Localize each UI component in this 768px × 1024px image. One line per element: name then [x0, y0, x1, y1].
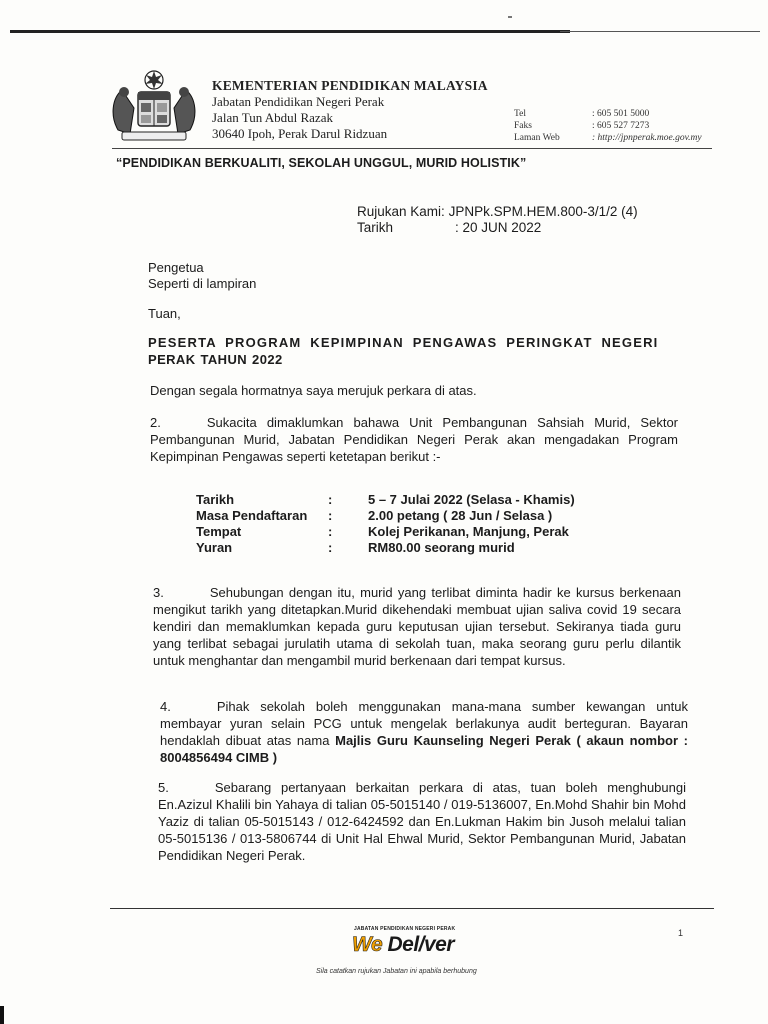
detail-row: [196, 492, 575, 508]
contact-fax: [514, 120, 702, 132]
payee-account: Majlis Guru Kaunseling Negeri Perak ( akaun nombor : 8004856494 CIMB ): [160, 733, 688, 765]
detail-colon: :: [328, 492, 333, 507]
salutation: Tuan,: [148, 306, 181, 321]
coat-of-arms-icon: [104, 68, 204, 148]
logo-we: We: [352, 933, 383, 956]
letterhead-address: [212, 78, 488, 142]
footer-note: Sila catatkan rujukan Jabatan ini apabila berhubung: [316, 968, 477, 975]
paragraph-text: Pihak sekolah boleh menggunakan mana-mana sumber kewangan untuk membayar yuran selain PCG untuk mengelak berlakunya audit berteguran. Bayaran hendaklah dibuat atas nama: [160, 699, 688, 748]
footer-rule: [110, 908, 714, 909]
paragraph-number: 3.: [153, 585, 164, 600]
contact-value: : 605 501 5000: [592, 109, 650, 119]
we-deliver-logo: [352, 933, 454, 957]
program-details: [196, 492, 575, 556]
recipient-title: Pengetua: [148, 260, 204, 275]
contact-value: : http://jpnperak.moe.gov.my: [592, 133, 702, 143]
detail-key: Tempat: [196, 524, 242, 539]
contact-label: Laman Web: [514, 133, 560, 143]
ministry-name: KEMENTERIAN PENDIDIKAN MALAYSIA: [212, 78, 488, 93]
contact-tel: [514, 108, 702, 120]
recipient-block: [148, 260, 256, 292]
paragraph-text: Sehubungan dengan itu, murid yang terlibat diminta hadir ke kursus berkenaan mengikut tarikh yang ditetapkan.Murid dikehendaki membuat ujian saliva covid 19 secara kendiri dan memaklumkan kepada guru keputusan ujian tersebut. Sekiranya tiada guru yang terlibat sebagai jurulatih utama di sekolah tuan, maka seorang guru perlu dilantik untuk menghantar dan mengambil murid berkenaan dari tempat kursus.: [153, 585, 681, 668]
paragraph-1: Dengan segala hormatnya saya merujuk perkara di atas.: [150, 383, 477, 398]
date-label: Tarikh: [357, 220, 394, 235]
recipient-note: Seperti di lampiran: [148, 276, 257, 291]
subject-line-1: PESERTA PROGRAM KEPIMPINAN PENGAWAS PERINGKAT NEGERI: [148, 335, 659, 350]
page-number: 1: [678, 928, 684, 938]
detail-key: Tarikh: [196, 492, 235, 507]
letterhead-contacts: [514, 108, 702, 144]
detail-row: [196, 524, 575, 540]
motto: “PENDIDIKAN BERKUALITI, SEKOLAH UNGGUL, MURID HOLISTIK”: [116, 156, 527, 170]
logo-caption: JABATAN PENDIDIKAN NEGERI PERAK: [354, 926, 456, 932]
paragraph-number: 5.: [158, 780, 169, 795]
subject-line-2: PERAK TAHUN 2022: [148, 352, 283, 367]
detail-value: 5 – 7 Julai 2022 (Selasa - Khamis): [368, 492, 575, 507]
detail-key: Masa Pendaftaran: [196, 508, 308, 523]
paragraph-3: [153, 584, 681, 669]
scan-speck: [508, 16, 512, 18]
paragraph-5: [158, 779, 686, 864]
paragraph-text: Sukacita dimaklumkan bahawa Unit Pembangunan Sahsiah Murid, Sektor Pembangunan Murid, Jabatan Pendidikan Negeri Perak akan mengadakan Program Kepimpinan Pengawas seperti ketetapan berikut :-: [150, 415, 678, 464]
detail-value: RM80.00 seorang murid: [368, 540, 515, 555]
paragraph-number: 4.: [160, 699, 171, 714]
paragraph-text: Sebarang pertanyaan berkaitan perkara di atas, tuan boleh menghubungi En.Azizul Khalili bin Yahaya di talian 05-5015140 / 019-5136007, En.Mohd Shahir bin Mohd Yaziz di talian 05-5015143 / 012-6424592 dan En.Lukman Hakim bin Jusoh melalui talian 05-5015136 / 013-5806744 di Unit Hal Ehwal Murid, Sektor Pembangunan Murid, Jabatan Pendidikan Negeri Perak.: [158, 780, 686, 863]
department-name: Jabatan Pendidikan Negeri Perak: [212, 94, 385, 109]
detail-value: Kolej Perikanan, Manjung, Perak: [368, 524, 569, 539]
paragraph-2: [150, 414, 678, 465]
contact-web: [514, 132, 702, 144]
logo-deliver: Del/ver: [387, 933, 455, 956]
paragraph-4: [160, 698, 688, 766]
paragraph-number: 2.: [150, 415, 161, 430]
detail-colon: :: [328, 524, 333, 539]
detail-row: [196, 508, 575, 524]
contact-label: Faks: [514, 121, 532, 131]
reference-label: Rujukan Kami:: [357, 204, 445, 219]
date-row: [357, 220, 638, 236]
detail-value: 2.00 petang ( 28 Jun / Selasa ): [368, 508, 553, 523]
reference-value: JPNPk.SPM.HEM.800-3/1/2 (4): [448, 204, 638, 219]
reference-row: [357, 204, 638, 220]
detail-colon: :: [328, 508, 333, 523]
reference-block: [357, 204, 638, 236]
detail-key: Yuran: [196, 540, 233, 555]
street-address: Jalan Tun Abdul Razak: [212, 110, 333, 125]
date-value: : 20 JUN 2022: [455, 220, 542, 235]
contact-value: : 605 527 7273: [592, 121, 650, 131]
top-rule: [10, 30, 570, 33]
detail-row: [196, 540, 575, 556]
detail-colon: :: [328, 540, 333, 555]
top-rule-thin: [560, 31, 760, 32]
scan-edge: [0, 1006, 4, 1024]
header-rule: [112, 148, 712, 149]
contact-label: Tel: [514, 109, 526, 119]
city-address: 30640 Ipoh, Perak Darul Ridzuan: [212, 126, 388, 141]
letter-subject: [148, 334, 668, 368]
